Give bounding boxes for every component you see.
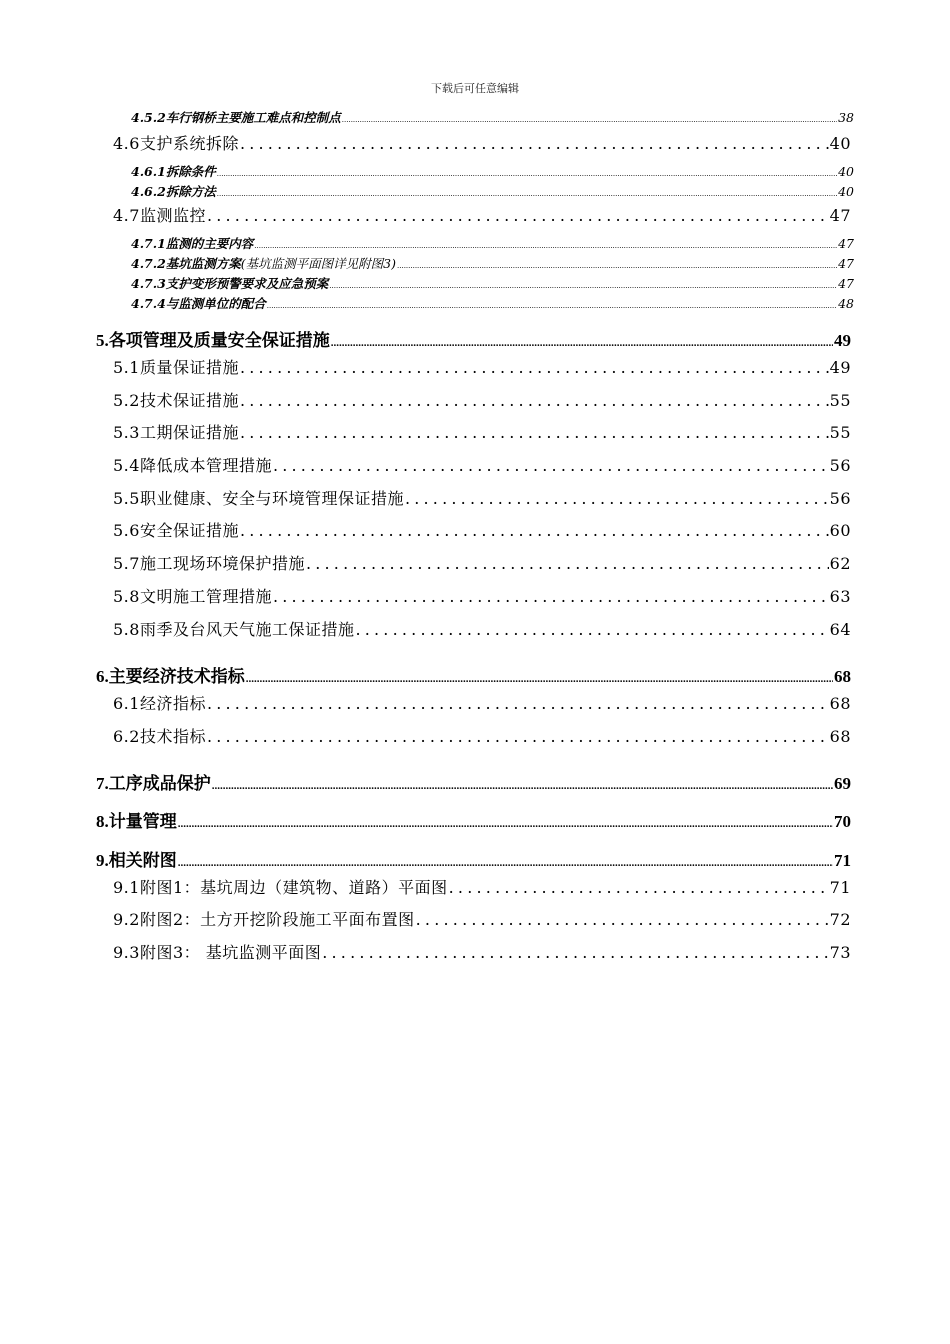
- toc-entry-title: 4.6.1拆除条件: [131, 164, 216, 179]
- toc-page-number: 71: [834, 851, 851, 870]
- toc-leader-dots: [322, 943, 828, 962]
- toc-entry-title: 5.8文明施工管理措施: [113, 587, 272, 606]
- toc-page-number: 68: [829, 694, 851, 713]
- toc-entry[interactable]: [96, 807, 851, 832]
- toc-entry-title: 4.7.4与监测单位的配合: [131, 296, 266, 311]
- toc-entry[interactable]: [113, 131, 851, 154]
- toc-leader-dots: [246, 673, 833, 685]
- toc-entry-title: 6.2技术指标: [113, 727, 206, 746]
- toc-page-number: 55: [829, 391, 851, 410]
- toc-entry[interactable]: [113, 355, 851, 378]
- toc-leader-dots: [240, 521, 829, 540]
- toc-entry-title: 7.工序成品保护: [96, 774, 211, 793]
- toc-page-number: 49: [829, 358, 851, 377]
- toc-page-number: 47: [829, 206, 851, 225]
- toc-entry[interactable]: [113, 584, 851, 607]
- toc-entry[interactable]: [113, 486, 851, 509]
- toc-leader-dots: [207, 727, 829, 746]
- toc-entry-title: 9.相关附图: [96, 851, 177, 870]
- toc-entry[interactable]: [113, 691, 851, 714]
- toc-entry-title: 5.各项管理及质量安全保证措施: [96, 331, 330, 350]
- toc-leader-dots: [217, 190, 837, 198]
- toc-leader-dots: [329, 282, 837, 290]
- toc-page-number: 62: [829, 554, 851, 573]
- toc-page-number: 73: [829, 943, 851, 962]
- toc-leader-dots: [416, 910, 829, 929]
- toc-leader-dots: [273, 587, 829, 606]
- toc-page-number: 47: [838, 256, 854, 271]
- toc-entry-title: 5.6安全保证措施: [113, 521, 239, 540]
- toc-entry[interactable]: [113, 388, 851, 411]
- toc-entry[interactable]: [113, 420, 851, 443]
- toc-entry-title: 9.3附图3： 基坑监测平面图: [113, 943, 322, 962]
- toc-entry-title: 4.7监测监控: [113, 206, 206, 225]
- toc-page-number: 60: [829, 521, 851, 540]
- toc-leader-dots: [267, 302, 837, 310]
- toc-entry[interactable]: [131, 108, 854, 126]
- toc-entry[interactable]: [96, 326, 851, 351]
- toc-entry[interactable]: [131, 274, 854, 292]
- toc-entry[interactable]: [113, 724, 851, 747]
- toc-page-number: 38: [838, 110, 854, 125]
- toc-leader-dots: [240, 358, 829, 377]
- toc-page-number: 70: [834, 812, 851, 831]
- toc-entry[interactable]: [113, 203, 851, 226]
- toc-leader-dots: [449, 878, 829, 897]
- toc-page-number: 56: [829, 489, 851, 508]
- toc-leader-dots: [240, 423, 829, 442]
- toc-leader-dots: [212, 780, 833, 792]
- toc-entry-title: 4.7.1监测的主要内容: [131, 236, 254, 251]
- toc-leader-dots: [178, 818, 833, 830]
- toc-leader-dots: [217, 170, 837, 178]
- toc-page-number: 40: [829, 134, 851, 153]
- toc-entry-title: 5.3工期保证措施: [113, 423, 239, 442]
- toc-page-number: 63: [829, 587, 851, 606]
- toc-page-number: 68: [829, 727, 851, 746]
- toc-entry-title: 9.2附图2：土方开挖阶段施工平面布置图: [113, 910, 415, 929]
- toc-leader-dots: [355, 620, 828, 639]
- toc-entry[interactable]: [131, 254, 854, 272]
- toc-leader-dots: [254, 242, 837, 250]
- toc-page-number: 48: [838, 296, 854, 311]
- toc-leader-dots: [397, 262, 837, 270]
- toc-entry-title: 6.主要经济技术指标: [96, 667, 245, 686]
- toc-entry-title: 8.计量管理: [96, 812, 177, 831]
- toc-entry[interactable]: [96, 769, 851, 794]
- toc-leader-dots: [178, 857, 833, 869]
- toc-page-number: 56: [829, 456, 851, 475]
- toc-page-number: 47: [838, 236, 854, 251]
- toc-entry[interactable]: [113, 518, 851, 541]
- toc-entry-title: 4.5.2车行钢桥主要施工难点和控制点: [131, 110, 341, 125]
- toc-entry[interactable]: [131, 162, 854, 180]
- toc-page-number: 64: [829, 620, 851, 639]
- toc-page-number: 68: [834, 667, 851, 686]
- toc-entry-title: 5.1质量保证措施: [113, 358, 239, 377]
- toc-leader-dots: [405, 489, 829, 508]
- toc-leader-dots: [306, 554, 829, 573]
- toc-entry-title: 4.7.3支护变形预警要求及应急预案: [131, 276, 329, 291]
- toc-entry[interactable]: [131, 234, 854, 252]
- toc-leader-dots: [207, 206, 829, 225]
- toc-entry-title: 5.4降低成本管理措施: [113, 456, 272, 475]
- toc-page-number: 49: [834, 331, 851, 350]
- toc-entry[interactable]: [113, 875, 851, 898]
- toc-entry[interactable]: [131, 294, 854, 312]
- toc-entry-title: 5.5职业健康、安全与环境管理保证措施: [113, 489, 404, 508]
- toc-entry[interactable]: [113, 551, 851, 574]
- toc-entry[interactable]: [113, 907, 851, 930]
- toc-leader-dots: [273, 456, 829, 475]
- toc-page-number: 71: [829, 878, 851, 897]
- toc-entry-title: 4.7.2基坑监测方案: [131, 256, 241, 271]
- toc-page-number: 55: [829, 423, 851, 442]
- toc-page-number: 69: [834, 774, 851, 793]
- toc-entry-title: 9.1附图1：基坑周边（建筑物、道路）平面图: [113, 878, 448, 897]
- toc-page-number: 47: [838, 276, 854, 291]
- toc-entry-title: 5.8雨季及台风天气施工保证措施: [113, 620, 355, 639]
- toc-entry-title: 4.6.2拆除方法: [131, 184, 216, 199]
- toc-entry-title: 5.2技术保证措施: [113, 391, 239, 410]
- toc-page-number: 40: [838, 164, 854, 179]
- toc-entry[interactable]: [96, 846, 851, 871]
- toc-entry[interactable]: [131, 182, 854, 200]
- toc-entry[interactable]: [96, 662, 851, 687]
- toc-entry-title: 4.6支护系统拆除: [113, 134, 239, 153]
- page-header: 下载后可任意编辑: [431, 82, 519, 95]
- toc-leader-dots: [342, 116, 837, 124]
- toc-leader-dots: [240, 134, 829, 153]
- toc-page-number: 40: [838, 184, 854, 199]
- toc-page-number: 72: [829, 910, 851, 929]
- toc-entry-title: 5.7施工现场环境保护措施: [113, 554, 305, 573]
- toc-leader-dots: [331, 337, 833, 349]
- toc-entry[interactable]: [113, 617, 851, 640]
- toc-entry[interactable]: [113, 940, 851, 963]
- toc-entry[interactable]: [113, 453, 851, 476]
- toc-entry-title: 6.1经济指标: [113, 694, 206, 713]
- toc-entry-title-note: (基坑监测平面图详见附图3): [240, 256, 397, 271]
- toc-leader-dots: [240, 391, 829, 410]
- toc-leader-dots: [207, 694, 829, 713]
